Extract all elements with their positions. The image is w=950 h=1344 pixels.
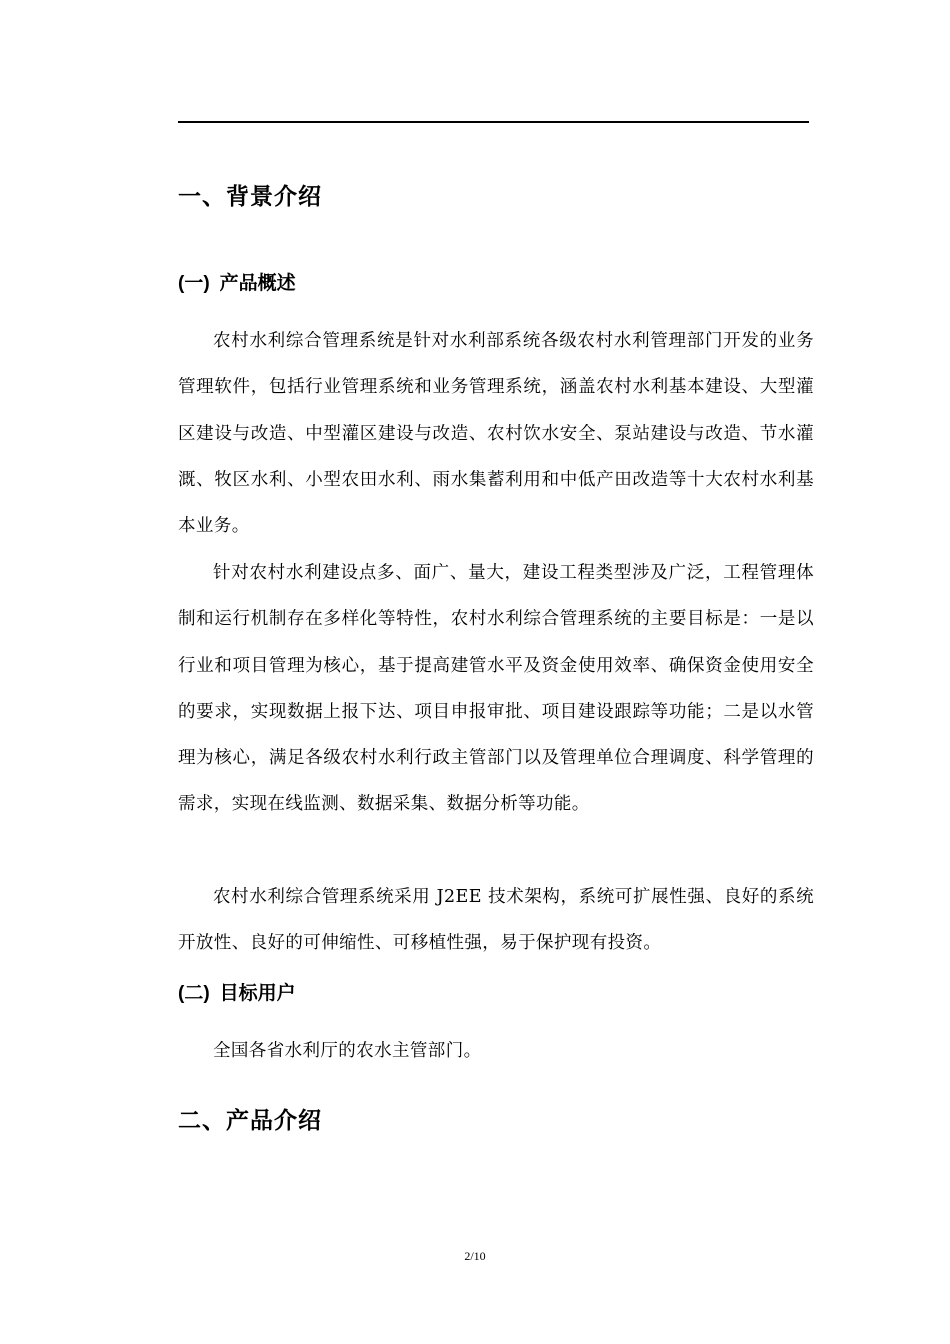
subsection-heading-target-users — [178, 978, 296, 1005]
paragraph-overview-3: 农村水利综合管理系统采用 J2EE 技术架构，系统可扩展性强、良好的系统开放性、良好的可伸缩性、可移植性强，易于保护现有投资。 — [178, 887, 814, 954]
section-heading-product-intro: 二、产品介绍 — [178, 1108, 322, 1134]
paragraph-overview-1: 农村水利综合管理系统是针对水利部系统各级农村水利管理部门开发的业务管理软件，包括行业管理系统和业务管理系统，涵盖农村水利基本建设、大型灌区建设与改造、中型灌区建设与改造、农村饮水安全、泵站建设与改造、节水灌溉、牧区水利、小型农田水利、雨水集蓄利用和中低产田改造等十大农村水利基本业务。 — [178, 331, 814, 537]
subsection-heading-product-overview — [178, 268, 296, 295]
subsection-number: (一) — [178, 273, 210, 294]
page-number: 2/10 — [464, 1249, 486, 1263]
header-rule — [178, 121, 809, 123]
paragraph-target-users: 全国各省水利厅的农水主管部门。 — [213, 1041, 482, 1061]
subsection-title: 目标用户 — [219, 982, 296, 1004]
section-heading-background: 一、背景介绍 — [178, 184, 322, 210]
paragraph-overview-2: 针对农村水利建设点多、面广、量大，建设工程类型涉及广泛，工程管理体制和运行机制存在多样化等特性，农村水利综合管理系统的主要目标是：一是以行业和项目管理为核心，基于提高建管水平及资金使用效率、确保资金使用安全的要求，实现数据上报下达、项目申报审批、项目建设跟踪等功能；二是以水管理为核心，满足各级农村水利行政主管部门以及管理单位合理调度、科学管理的需求，实现在线监测、数据采集、数据分析等功能。 — [178, 563, 814, 815]
subsection-number: (二) — [178, 983, 210, 1004]
subsection-title: 产品概述 — [219, 272, 296, 294]
